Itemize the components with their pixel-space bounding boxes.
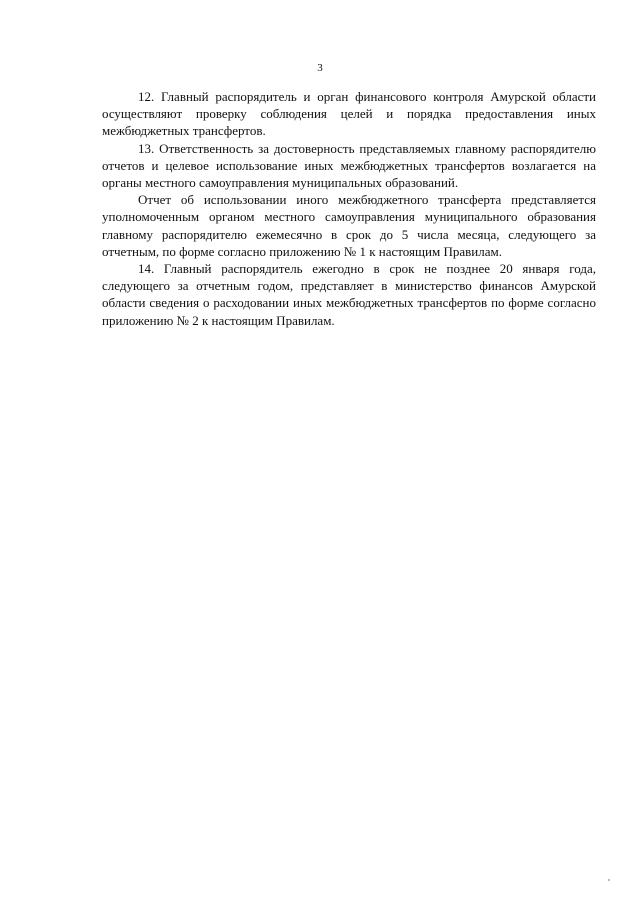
document-body: [102, 88, 596, 329]
paragraph-13-report: Отчет об использовании иного межбюджетного трансферта представляется уполномоченным органом местного самоуправления муниципального образования главному распорядителю ежемесячно в срок до 5 числа месяца, следующего за отчетным, по форме согласно приложению № 1 к настоящим Правилам.: [102, 192, 596, 259]
scan-speck: [608, 879, 610, 881]
paragraph-12: 12. Главный распорядитель и орган финансового контроля Амурской области осуществляют проверку соблюдения целей и порядка предоставления иных межбюджетных трансфертов.: [102, 89, 596, 139]
paragraph-13: 13. Ответственность за достоверность представляемых главному распорядителю отчетов и целевое использование иных межбюджетных трансфертов возлагается на органы местного самоуправления муниципальных образований.: [102, 140, 596, 191]
paragraph-14: 14. Главный распорядитель ежегодно в срок не позднее 20 января года, следующего за отчетным годом, представляет в министерство финансов Амурской области сведения о расходовании иных межбюджетных трансфертов по форме согласно приложению № 2 к настоящим Правилам.: [102, 261, 596, 328]
page-number: 3: [317, 62, 323, 74]
